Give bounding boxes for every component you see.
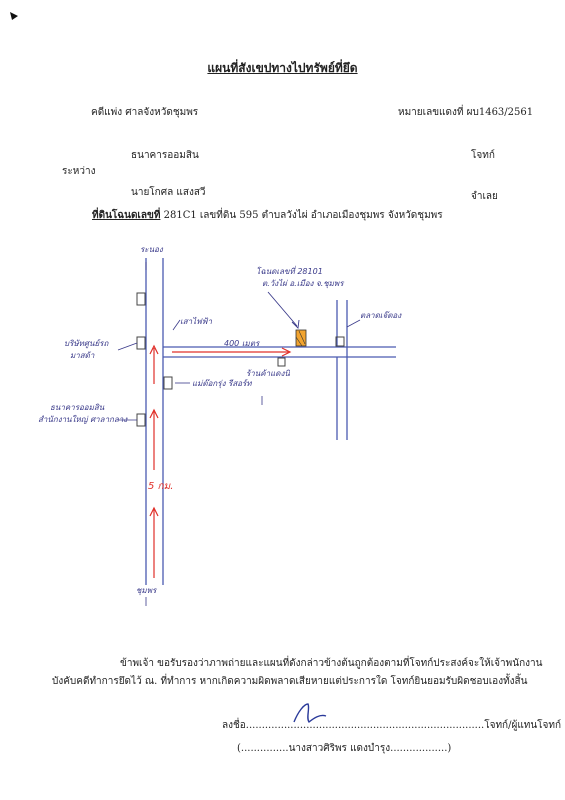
defendant-name: นายโกศล แสงสวี	[131, 187, 206, 198]
building-marker	[137, 414, 145, 426]
land-deed-details: 281C1 เลขที่ดิน 595 ตำบลวังไผ่ อำเภอเมืองชุมพร จังหวัดชุมพร	[163, 210, 443, 221]
court-name: คดีแพ่ง ศาลจังหวัดชุมพร	[91, 107, 199, 118]
land-deed-label: ที่ดินโฉนดเลขที่	[92, 210, 161, 221]
shop-label: ร้านค้าแดงนิ	[246, 369, 290, 378]
statement-line-1: ข้าพเจ้า ขอรับรองว่าภาพถ่ายและแผนที่ดังกล่าวข้างต้นถูกต้องตามที่โจทก์ประสงค์จะให้เจ้าพนักงาน	[120, 658, 543, 669]
case-number: หมายเลขแดงที่ ผบ1463/2561	[398, 107, 534, 118]
statement-line-2: บังคับคดีทำการยึดไว้ ณ. ที่ทำการ หากเกิดความผิดพลาดเสียหายแต่ประการใด โจทก์ยินยอมรับผิดชอบเองทั้งสิ้น	[52, 676, 528, 687]
pole-label: เสาไฟฟ้า	[180, 317, 212, 326]
left-landmark2-line1: ธนาคารออมสิน	[50, 403, 105, 412]
building-marker	[137, 293, 145, 305]
between-label: ระหว่าง	[62, 166, 96, 177]
hotel-label: แม่ต๊อกรุ่ง รีสอร์ท	[192, 379, 252, 388]
plaintiff-role: โจทก์	[471, 150, 495, 161]
road-bottom-label: ชุมพร	[136, 586, 157, 595]
parcel-label-line1: โฉนดเลขที่ 28101	[256, 267, 323, 276]
signature-line: ลงชื่อ...........................................................................โจทก์/ผู้แทนโจทก์	[222, 720, 562, 731]
signer-name: (...............นางสาวศิริพร แดงบำรุง..................)	[237, 743, 452, 754]
building-marker	[278, 358, 285, 366]
left-landmark1-line1: บริษัทศูนย์รถ	[64, 339, 109, 348]
right-landmark-label: ตลาดเจ๊ตอง	[360, 311, 402, 320]
plaintiff-name: ธนาคารออมสิน	[131, 150, 199, 161]
defendant-role: จำเลย	[471, 191, 498, 202]
speed-label: 5 กม.	[148, 481, 174, 492]
left-landmark1-line2: มาสด้า	[70, 351, 95, 360]
left-landmark2-line2: สำนักงานใหญ่ ศาลากลาง	[38, 415, 128, 424]
road-top-label: ระนอง	[140, 245, 163, 254]
building-marker	[137, 337, 145, 349]
building-marker	[164, 377, 172, 389]
document-title: แผนที่สังเขปทางไปทรัพย์ที่ยึด	[207, 61, 358, 75]
distance-label: 400 เมตร	[224, 339, 260, 348]
parcel-label-line2: ต.วังไผ่ อ.เมือง จ.ชุมพร	[262, 279, 344, 288]
